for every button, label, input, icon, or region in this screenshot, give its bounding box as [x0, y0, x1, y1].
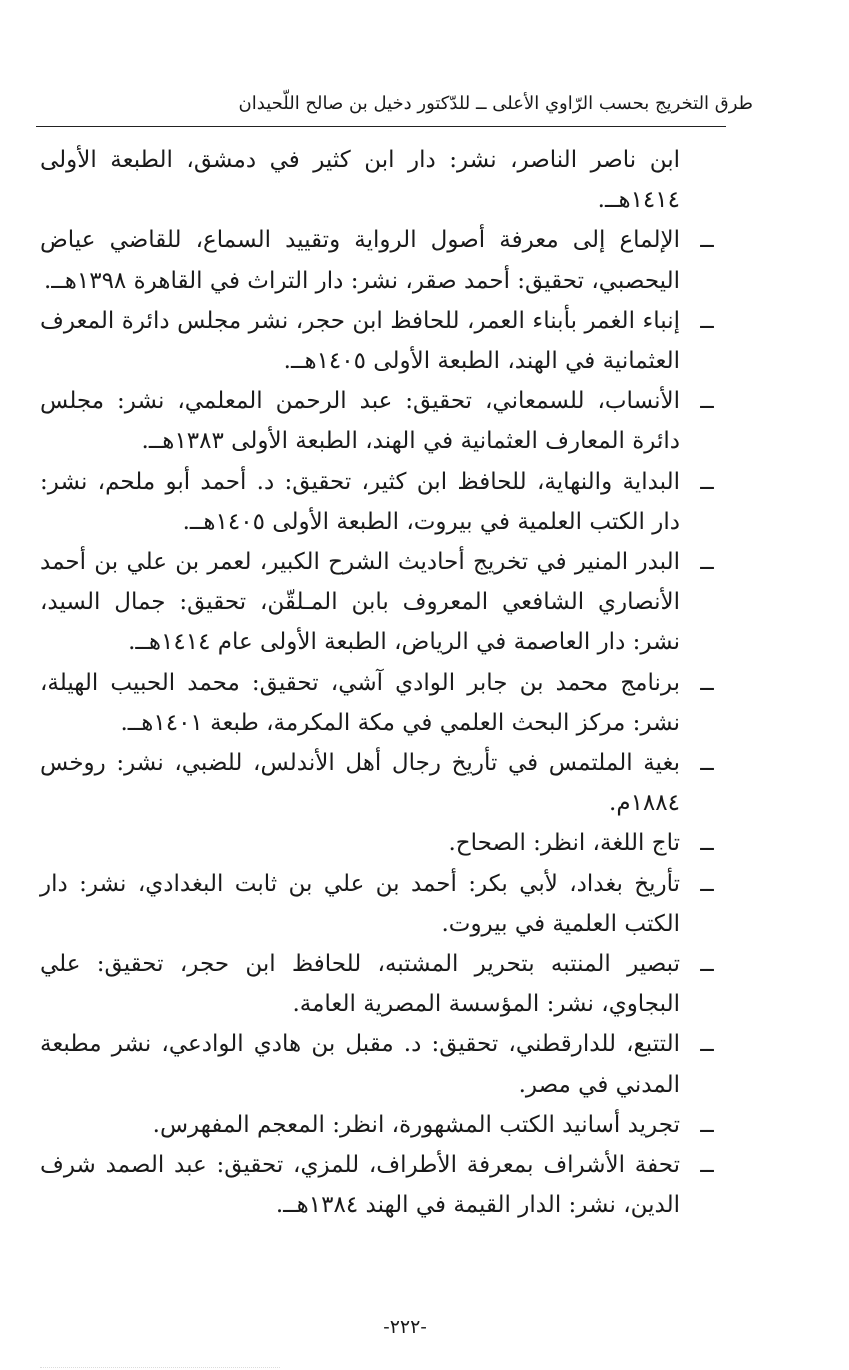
- bibliography-entry: [40, 1024, 714, 1104]
- bibliography-entry: [40, 140, 680, 220]
- entry-dash: ــ: [700, 669, 714, 696]
- scan-artifact: [40, 1361, 280, 1368]
- bibliography-entry: [40, 1145, 714, 1225]
- entry-text: الإلماع إلى معرفة أصول الرواية وتقييد السماع، للقاضي عياض اليحصبي، تحقيق: أحمد صقر، نشر: دار التراث في القاهرة ١٣٩٨هــ.: [40, 227, 680, 294]
- bibliography-entry: [40, 462, 714, 542]
- entry-text: ابن ناصر الناصر، نشر: دار ابن كثير في دمشق، الطبعة الأولى ١٤١٤هــ.: [40, 147, 680, 214]
- entry-dash: ــ: [700, 1111, 714, 1138]
- entry-text: البدر المنير في تخريج أحاديث الشرح الكبير، لعمر بن علي بن أحمد الأنصاري الشافعي المعروف بابن المـلقّن، تحقيق: جمال السيد، نشر: دار العاصمة في الرياض، الطبعة الأولى عام ١٤١٤هــ.: [40, 549, 680, 656]
- bibliography-entry: [40, 663, 714, 743]
- entry-text: تجريد أسانيد الكتب المشهورة، انظر: المعجم المفهرس.: [152, 1111, 680, 1138]
- entry-dash: ــ: [700, 750, 714, 777]
- bibliography-entry: [40, 944, 714, 1024]
- entry-text: إنباء الغمر بأبناء العمر، للحافظ ابن حجر، نشر مجلس دائرة المعرف العثمانية في الهند، الطبعة الأولى ١٤٠٥هــ.: [40, 307, 680, 375]
- entry-dash: ــ: [700, 1031, 714, 1058]
- entry-dash: ــ: [700, 951, 714, 978]
- bibliography-entry: [40, 220, 714, 300]
- bibliography-entry: [40, 542, 714, 663]
- entry-dash: ــ: [700, 870, 714, 897]
- bibliography-entry: [40, 1105, 714, 1145]
- entry-text: برنامج محمد بن جابر الوادي آشي، تحقيق: محمد الحبيب الهيلة، نشر: مركز البحث العلمي في مكة المكرمة، طبعة ١٤٠١هــ.: [40, 669, 680, 736]
- bibliography-entry: [40, 743, 714, 823]
- running-header: طرق التخريج بحسب الرّاوي الأعلى ــ للدّكتور دخيل بن صالح اللّحيدان: [238, 93, 753, 114]
- entry-text: التتبع، للدارقطني، تحقيق: د. مقبل بن هادي الوادعي، نشر مطبعة المدني في مصر.: [40, 1031, 680, 1098]
- header-divider: [36, 126, 726, 127]
- bibliography-list: [40, 140, 714, 1225]
- entry-text: الأنساب، للسمعاني، تحقيق: عبد الرحمن المعلمي، نشر: مجلس دائرة المعارف العثمانية في الهند، الطبعة الأولى ١٣٨٣هــ.: [40, 388, 680, 455]
- bibliography-entry: [40, 864, 714, 944]
- entry-text: تاج اللغة، انظر: الصحاح.: [448, 830, 680, 857]
- entry-dash: ــ: [700, 388, 714, 415]
- bibliography-entry: [40, 823, 714, 863]
- entry-dash: ــ: [700, 1152, 714, 1179]
- entry-dash: ــ: [700, 830, 714, 857]
- entry-dash: ــ: [700, 549, 714, 576]
- page-number: -٢٢٢-: [383, 1316, 427, 1338]
- entry-text: البداية والنهاية، للحافظ ابن كثير، تحقيق: د. أحمد أبو ملحم، نشر: دار الكتب العلمية في بيروت، الطبعة الأولى ١٤٠٥هــ.: [40, 468, 680, 535]
- entry-dash: ــ: [700, 227, 714, 254]
- entry-text: بغية الملتمس في تأريخ رجال أهل الأندلس، للضبي، نشر: روخس ١٨٨٤م.: [40, 750, 680, 817]
- entry-dash: ــ: [700, 468, 714, 495]
- entry-text: تأريخ بغداد، لأبي بكر: أحمد بن علي بن ثابت البغدادي، نشر: دار الكتب العلمية في بيروت.: [40, 870, 680, 937]
- entry-text: تحفة الأشراف بمعرفة الأطراف، للمزي، تحقيق: عبد الصمد شرف الدين، نشر: الدار القيمة في الهند ١٣٨٤هــ.: [40, 1152, 680, 1219]
- entry-dash: ــ: [700, 307, 714, 334]
- bibliography-entry: [40, 301, 714, 381]
- bibliography-entry: [40, 381, 714, 461]
- entry-text: تبصير المنتبه بتحرير المشتبه، للحافظ ابن حجر، تحقيق: علي البجاوي، نشر: المؤسسة المصرية العامة.: [40, 951, 680, 1018]
